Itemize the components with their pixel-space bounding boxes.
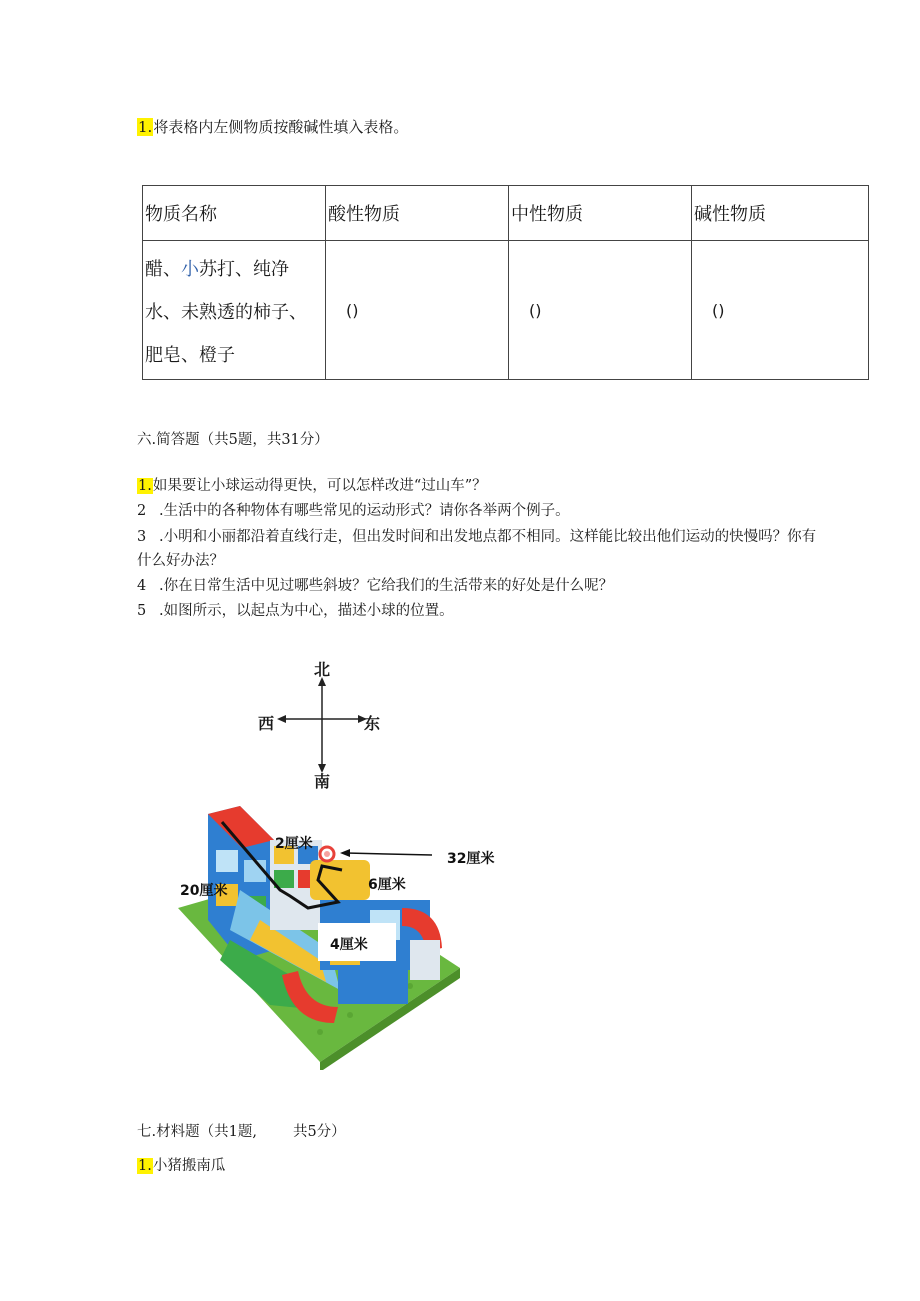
table-header-row (143, 186, 869, 241)
question-number: 5 (137, 603, 147, 619)
substance-line-2: 水、未熟透的柿子、 (145, 301, 307, 323)
question-text: .生活中的各种物体有哪些常见的运动形式？请你各举两个例子。 (159, 503, 570, 519)
question-1 (137, 116, 408, 137)
marble-track-illustration (170, 800, 510, 1070)
section-6-title: 六.简答题（共5题，共31分） (137, 432, 329, 448)
question-number: 2 (137, 503, 147, 519)
compass-east: 东 (364, 714, 381, 733)
section-7-title (137, 1120, 346, 1141)
question-text: .你在日常生活中见过哪些斜坡？它给我们的生活带来的好处是什么呢？ (159, 578, 614, 594)
label-4cm: 4厘米 (330, 937, 368, 953)
question-number: 4 (137, 578, 147, 594)
question-number: 1. (138, 478, 152, 494)
label-32cm: 32厘米 (447, 851, 495, 867)
compass-south: 南 (314, 772, 331, 791)
question-number: 1. (138, 1158, 152, 1174)
question-number: 1. (138, 118, 153, 136)
header-acidic: 酸性物质 (326, 186, 509, 241)
header-alkaline: 碱性物质 (692, 186, 869, 241)
substance-line-3: 肥皂、橙子 (145, 344, 235, 366)
s6-question-1 (137, 474, 487, 495)
question-text: 小猪搬南瓜 (152, 1158, 226, 1174)
s6-question-3 (137, 525, 816, 546)
s6-question-4 (137, 574, 613, 595)
s6-question-3-cont: 什么好办法？ (137, 553, 224, 569)
question-text: 如果要让小球运动得更快，可以怎样改进“过山车”？ (152, 478, 487, 494)
s6-question-2 (137, 499, 570, 520)
header-substance-name: 物质名称 (143, 186, 326, 241)
label-2cm: 2厘米 (275, 836, 313, 852)
substance-table (142, 185, 869, 380)
section-7-title-part: 共5分） (292, 1124, 346, 1140)
table-row (143, 241, 869, 380)
label-20cm: 20厘米 (180, 883, 228, 899)
compass-west: 西 (258, 714, 275, 733)
s6-question-5 (137, 599, 454, 620)
neutral-blank[interactable]: () (509, 241, 692, 380)
label-6cm: 6厘米 (368, 877, 406, 893)
section-7-title-part: 七.材料题（共1题, (137, 1124, 257, 1140)
compass-diagram (250, 655, 390, 790)
acidic-blank[interactable]: () (326, 241, 509, 380)
question-text: .小明和小丽都沿着直线行走，但出发时间和出发地点都不相同。这样能比较出他们运动的快慢吗？你有 (159, 529, 817, 545)
compass-north: 北 (314, 660, 331, 679)
substance-list (143, 241, 326, 380)
question-text: 将表格内左侧物质按酸碱性填入表格。 (153, 118, 409, 136)
alkaline-blank[interactable]: () (692, 241, 869, 380)
substance-text: 苏打、纯净 (199, 258, 289, 280)
question-number: 3 (137, 529, 147, 545)
substance-text: 小 (181, 258, 199, 280)
substance-line-1 (145, 248, 323, 291)
s7-question-1 (137, 1154, 225, 1175)
substance-text: 醋、 (145, 258, 181, 280)
header-neutral: 中性物质 (509, 186, 692, 241)
question-text: .如图所示，以起点为中心，描述小球的位置。 (159, 603, 454, 619)
